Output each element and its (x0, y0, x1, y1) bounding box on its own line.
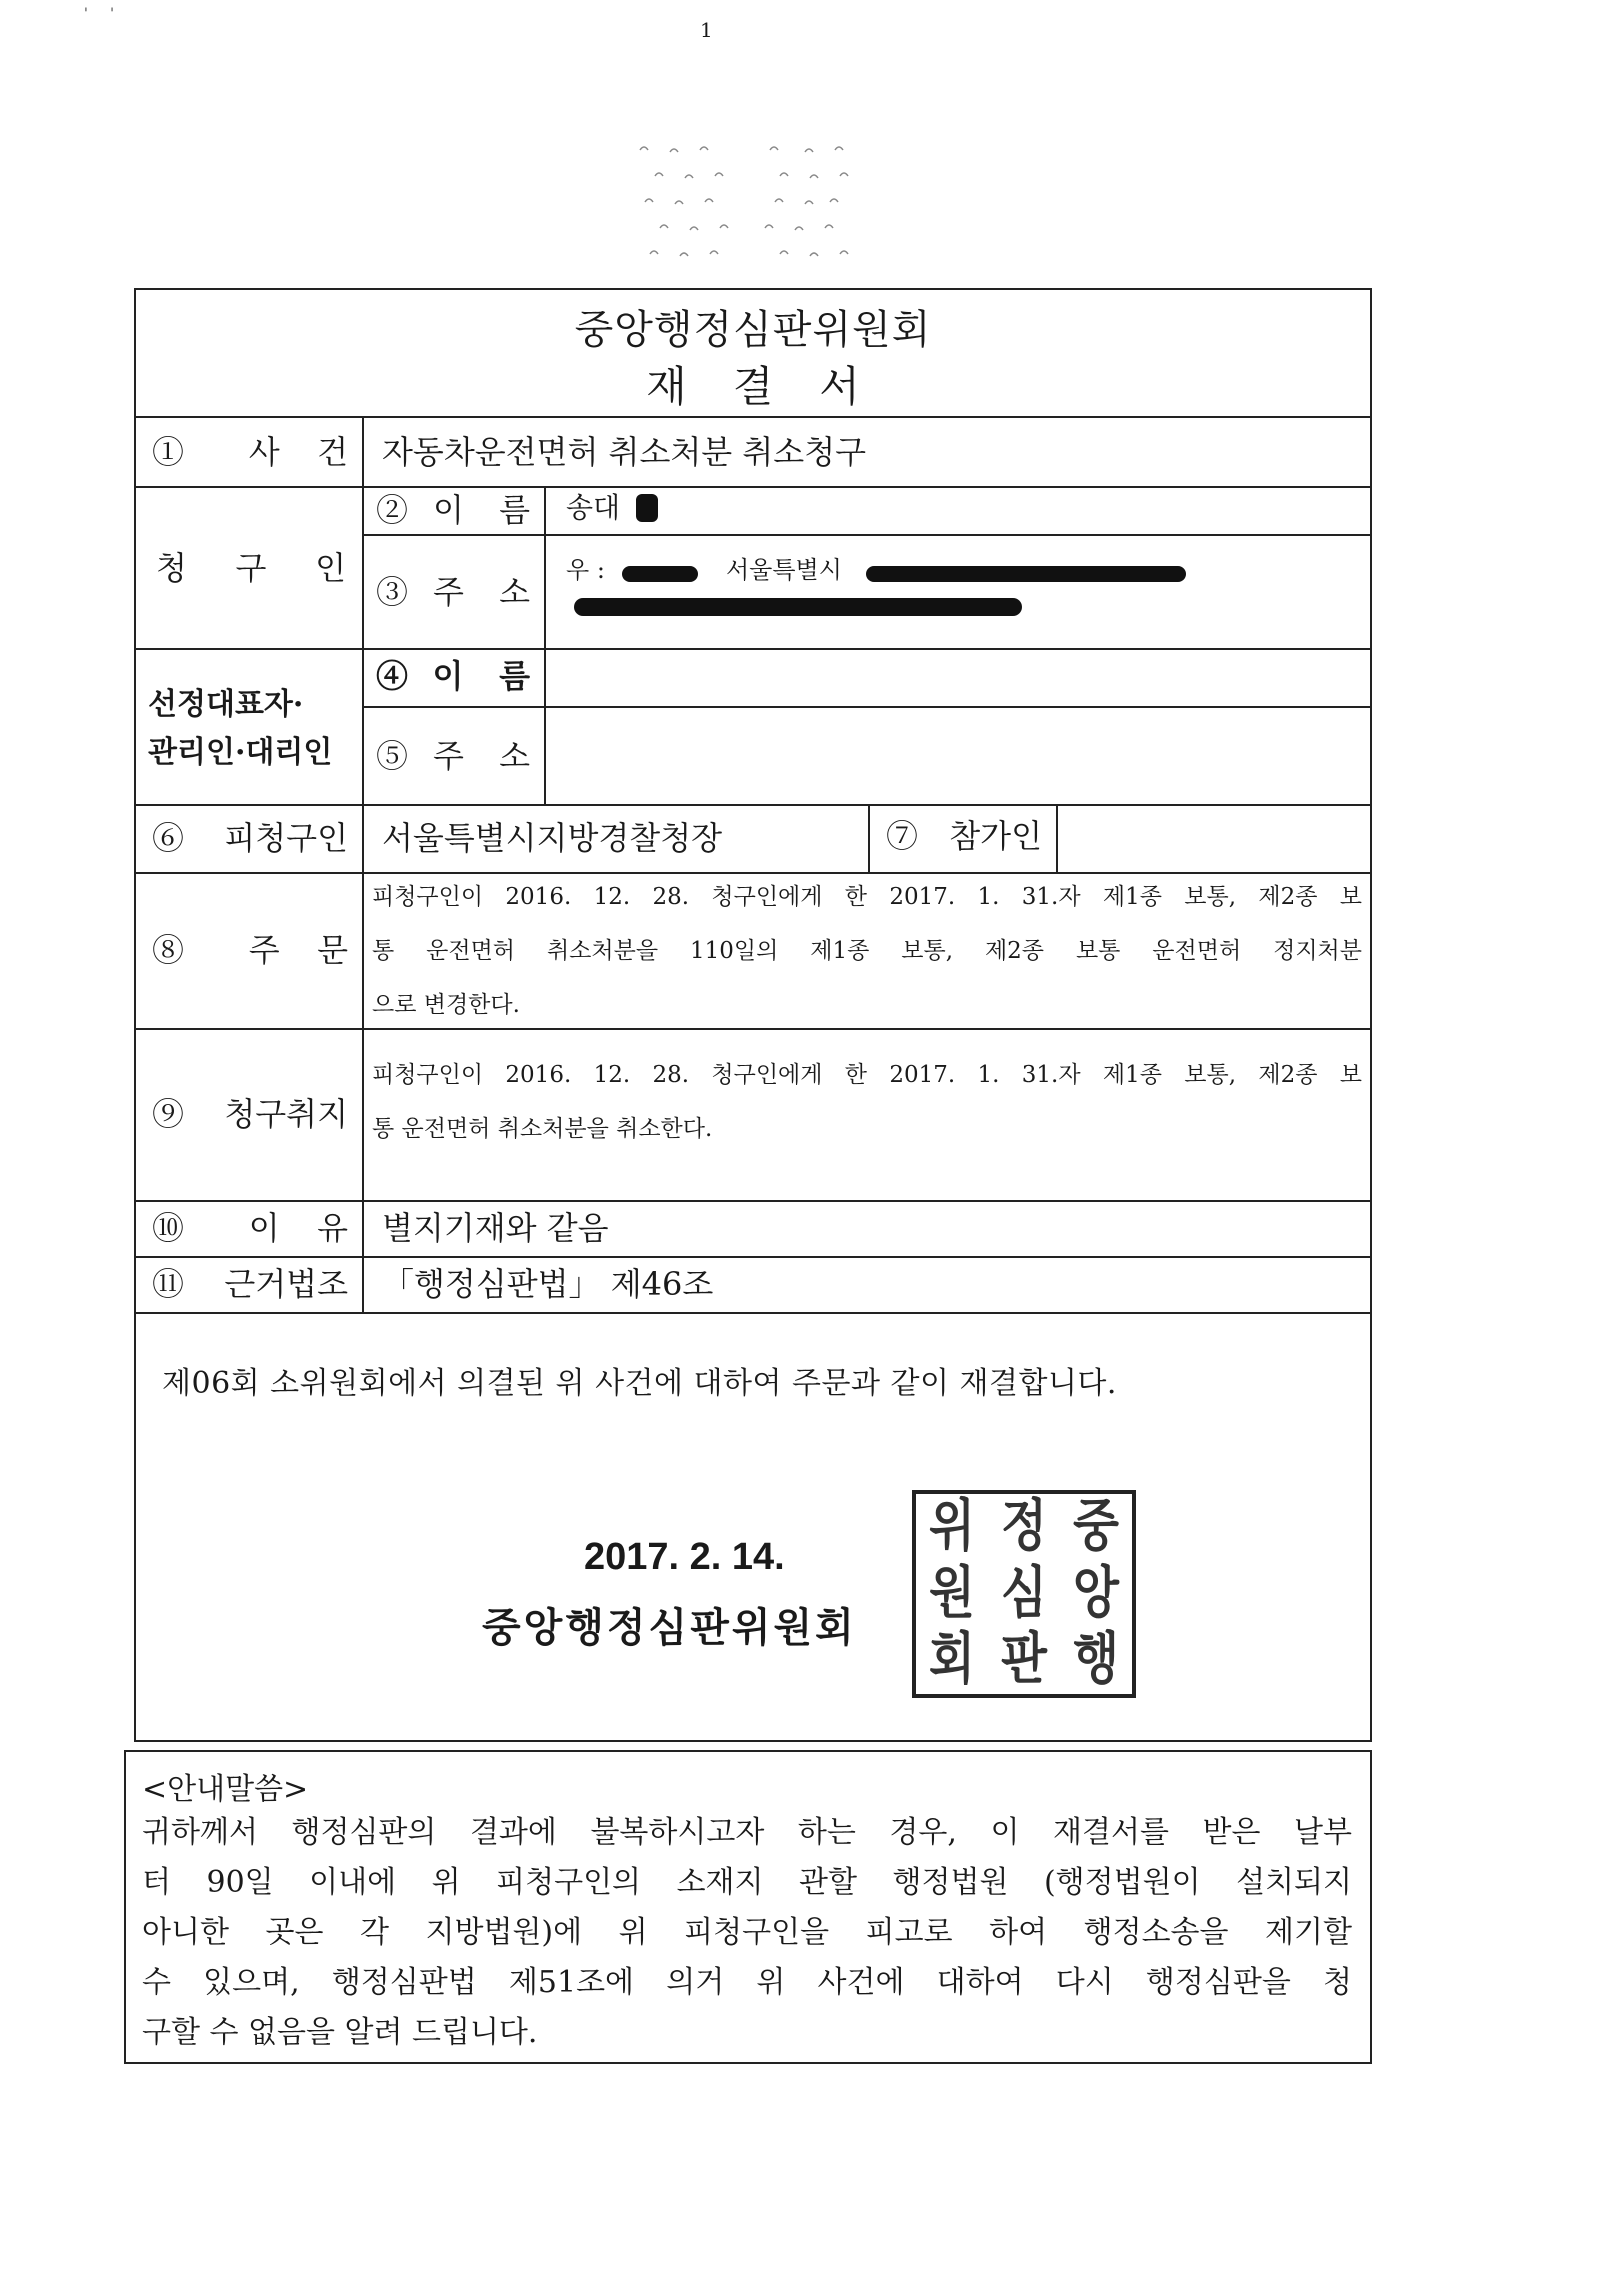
decision-statement: 제06회 소위원회에서 의결된 위 사건에 대하여 주문과 같이 재결합니다. (162, 1366, 1117, 1401)
grid-line (136, 648, 1370, 650)
label-rep-line2: 관리인·대리인 (148, 735, 333, 770)
scan-noise-pattern (630, 140, 860, 270)
purpose-line-2: 통 운전면허 취소처분을 취소한다. (372, 1116, 713, 1142)
grid-line (136, 1200, 1370, 1202)
seal-character: 위 (928, 1493, 975, 1559)
page-number: 1 (700, 18, 713, 42)
notice-box (124, 1750, 1372, 2064)
order-line-1: 피청구인이 2016. 12. 28. 청구인에게 한 2017. 1. 31.자 제1종 보통, 제2종 보 (372, 884, 1362, 910)
label-address-3: ③주 소 (376, 573, 530, 611)
value-respondent: 서울특별시지방경찰청장 (382, 819, 723, 857)
label-rep-line1: 선정대표자· (148, 687, 304, 722)
label-participant: ⑦ 참가인 (886, 817, 1042, 855)
grid-line (362, 416, 364, 1312)
official-seal-stamp (912, 1490, 1136, 1698)
value-order (372, 870, 1362, 1032)
form-subtitle: 재결서 (646, 362, 906, 411)
label-respondent: ⑥ 피청구인 (152, 819, 348, 857)
grid-line (136, 804, 1370, 806)
label-name-4: ④이 름 (376, 657, 530, 695)
redaction-mark (622, 566, 698, 582)
value-case: 자동차운전면허 취소처분 취소청구 (382, 433, 867, 471)
label-case: ① 사 건 (152, 433, 348, 471)
grid-line (136, 1256, 1370, 1258)
notice-line-3: 아니한 곳은 각 지방법원)에 위 피청구인을 피고로 하여 행정소송을 제기할 (142, 1915, 1352, 1950)
label-purpose: ⑨ 청구취지 (152, 1095, 348, 1133)
value-address-city: 서울특별시 (726, 556, 842, 584)
scan-artifact: ' ' (84, 6, 114, 22)
grid-line (362, 534, 1372, 536)
seal-character: 행 (1072, 1626, 1119, 1693)
redaction-mark (866, 566, 1186, 582)
grid-line (544, 486, 546, 804)
decision-form (134, 288, 1372, 1742)
label-claimant: 청 구 인 (156, 549, 346, 587)
grid-line (868, 804, 870, 872)
grid-line (136, 1312, 1370, 1314)
seal-character: 앙 (1072, 1559, 1119, 1626)
notice-line-1: 귀하께서 행정심판의 결과에 불복하시고자 하는 경우, 이 재결서를 받은 날부 (142, 1815, 1352, 1850)
grid-line (136, 416, 1370, 418)
value-postal-prefix: 우 : (566, 556, 605, 584)
value-purpose (372, 1048, 1362, 1156)
claimant-name-text: 송대 (566, 491, 621, 524)
value-claimant-name (566, 491, 621, 524)
notice-line-2: 터 90일 이내에 위 피청구인의 소재지 관할 행정법원 (행정법원이 설치되지 (142, 1865, 1352, 1900)
label-basis: ⑪ 근거법조 (152, 1265, 348, 1303)
issuer-name: 중앙행정심판위원회 (482, 1604, 857, 1651)
notice-body (142, 1808, 1352, 2058)
order-line-2: 통 운전면허 취소처분을 110일의 제1종 보통, 제2종 보통 운전면허 정지처분 (372, 938, 1362, 964)
purpose-line-1: 피청구인이 2016. 12. 28. 청구인에게 한 2017. 1. 31.자 제1종 보통, 제2종 보 (372, 1062, 1362, 1088)
seal-characters (916, 1494, 1132, 1694)
label-address-5: ⑤주 소 (376, 737, 530, 775)
notice-line-5: 구할 수 없음을 알려 드립니다. (142, 2015, 538, 2050)
grid-line (136, 486, 1370, 488)
grid-line (1056, 804, 1058, 872)
seal-character: 판 (1000, 1626, 1047, 1693)
order-line-3: 으로 변경한다. (372, 992, 520, 1018)
seal-character: 정 (1000, 1493, 1047, 1559)
label-name-2: ②이 름 (376, 491, 530, 529)
redaction-mark (636, 494, 658, 522)
notice-title: <안내말씀> (142, 1772, 309, 1807)
seal-character: 중 (1072, 1493, 1119, 1559)
decision-date: 2017. 2. 14. (584, 1536, 785, 1578)
seal-character: 심 (1000, 1559, 1047, 1626)
seal-character: 원 (928, 1559, 975, 1626)
form-title: 중앙행정심판위원회 (574, 307, 932, 353)
notice-line-4: 수 있으며, 행정심판법 제51조에 의거 위 사건에 대하여 다시 행정심판을 청 (142, 1965, 1352, 2000)
label-order: ⑧ 주 문 (152, 931, 348, 969)
seal-character: 회 (928, 1626, 975, 1693)
value-reason: 별지기재와 같음 (382, 1209, 609, 1247)
value-basis: 「행정심판법」 제46조 (382, 1265, 714, 1303)
redaction-mark (574, 598, 1022, 616)
label-reason: ⑩ 이 유 (152, 1209, 348, 1247)
grid-line (362, 706, 1372, 708)
